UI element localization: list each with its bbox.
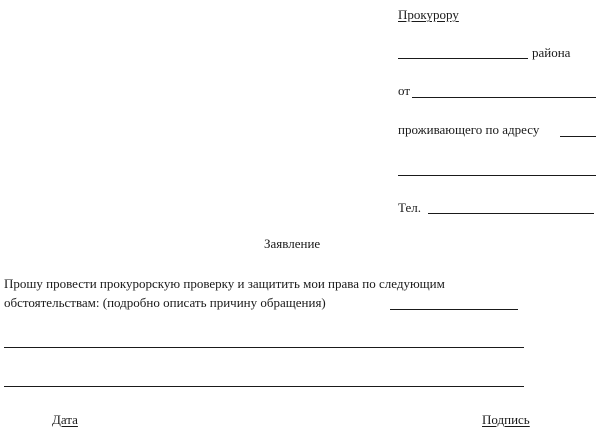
addressee-label: Прокурору (398, 7, 459, 22)
body-line-1: Прошу провести прокурорскую проверку и защитить мои права по следующим (4, 276, 445, 291)
body-line-2: обстоятельствам: (подробно описать причину обращения) (4, 295, 326, 310)
address-blank-line (398, 175, 596, 176)
signature-label: Подпись (482, 412, 530, 427)
from-label: от (398, 83, 411, 98)
reason-blank-line-1 (390, 309, 518, 310)
from-blank-line (412, 97, 596, 98)
document-title: Заявление (264, 236, 321, 251)
district-blank-line (398, 58, 528, 59)
date-label: Дата (52, 412, 78, 427)
district-suffix-label: района (532, 45, 571, 60)
residing-blank-line (560, 136, 596, 137)
residing-label: проживающего по адресу (398, 122, 540, 137)
phone-label: Тел. (398, 200, 421, 215)
phone-blank-line (428, 213, 594, 214)
reason-blank-line-2 (4, 347, 524, 348)
reason-blank-line-3 (4, 386, 524, 387)
